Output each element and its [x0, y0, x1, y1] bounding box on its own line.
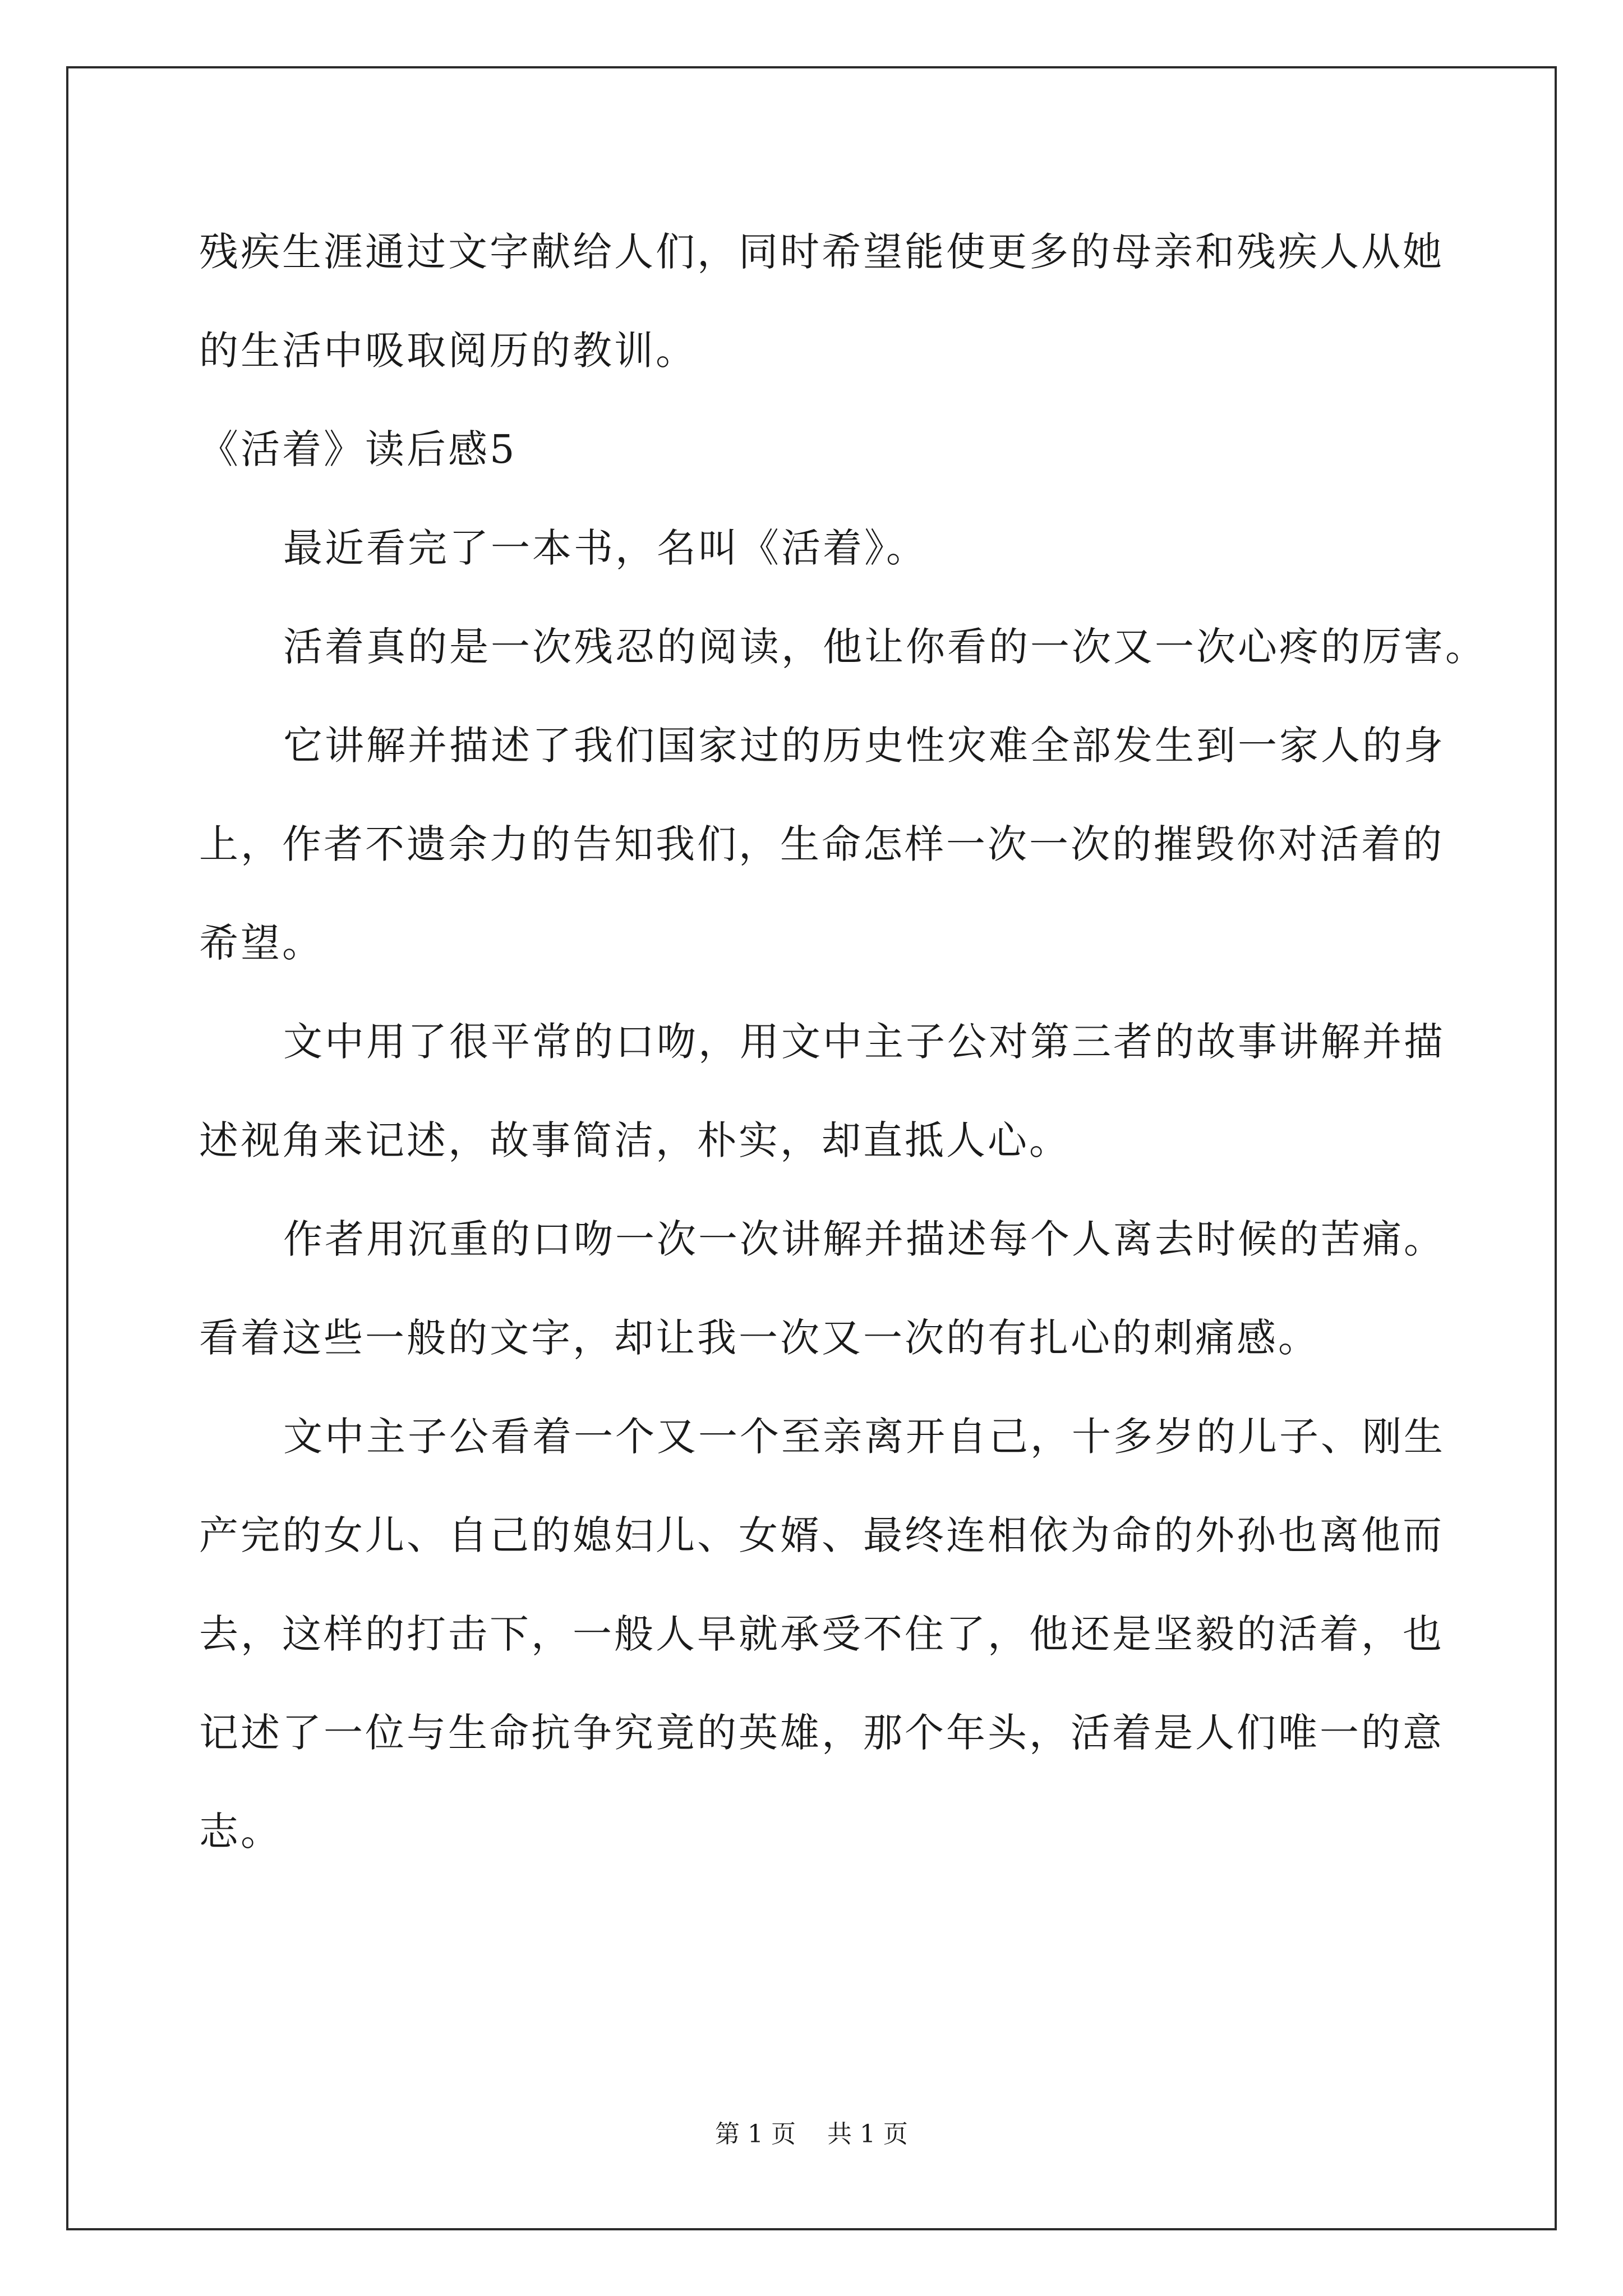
paragraph-start: 文中主子公看着一个又一个至亲离开自己，十多岁的儿子、刚生 [283, 1414, 1445, 1460]
body-line: 残疾生涯通过文字献给人们，同时希望能使更多的母亲和残疾人从她 [199, 229, 1444, 275]
page-number-footer: 第 1 页 共 1 页 [715, 2120, 908, 2148]
paragraph-start: 作者用沉重的口吻一次一次讲解并描述每个人离去时候的苦痛。 [283, 1216, 1445, 1262]
body-line: 述视角来记述，故事简洁，朴实，却直抵人心。 [199, 1117, 1071, 1163]
body-line: 上，作者不遗余力的告知我们，生命怎样一次一次的摧毁你对活着的 [199, 821, 1444, 867]
body-line: 的生活中吸取阅历的教训。 [199, 328, 697, 374]
document-body [199, 216, 1487, 1894]
paragraph-start: 最近看完了一本书，名叫《活着》。 [283, 525, 928, 571]
paragraph-start: 活着真的是一次残忍的阅读，他让你看的一次又一次心疼的厉害。 [283, 624, 1487, 670]
paragraph-start: 文中用了很平常的口吻，用文中主子公对第三者的故事讲解并描 [283, 1019, 1445, 1065]
section-heading: 《活着》读后感5 [199, 426, 517, 472]
body-line: 记述了一位与生命抗争究竟的英雄，那个年头，活着是人们唯一的意 [199, 1710, 1444, 1756]
body-line: 看着这些一般的文字，却让我一次又一次的有扎心的刺痛感。 [199, 1315, 1320, 1361]
body-line: 希望。 [199, 920, 324, 966]
body-line: 产完的女儿、自己的媳妇儿、女婿、最终连相依为命的外孙也离他而 [199, 1512, 1444, 1558]
body-line: 去，这样的打击下，一般人早就承受不住了，他还是坚毅的活着，也 [199, 1611, 1444, 1657]
body-line: 志。 [199, 1809, 282, 1855]
paragraph-start: 它讲解并描述了我们国家过的历史性灾难全部发生到一家人的身 [283, 723, 1445, 769]
